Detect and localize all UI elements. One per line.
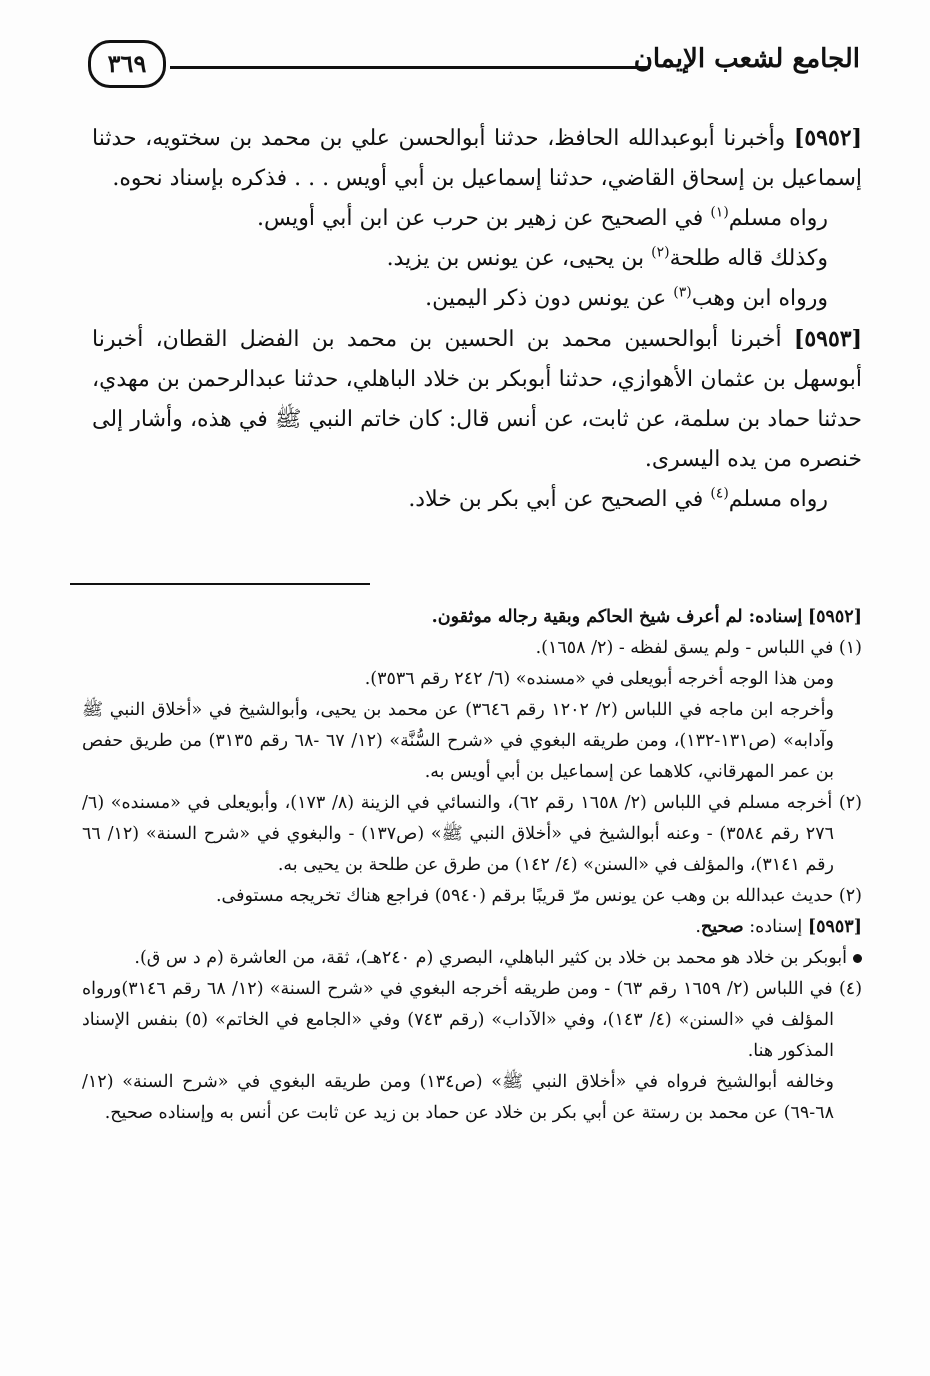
footnotes <box>82 602 862 1129</box>
main-text <box>92 118 862 520</box>
running-header <box>88 40 860 96</box>
note-label: [٥٩٥٢] <box>807 607 862 627</box>
footnote-ref: (٢) <box>651 244 670 261</box>
narrator-note <box>82 943 862 974</box>
narration-text: رواه مسلم <box>728 487 828 512</box>
footnote-ref: (٤) <box>710 485 729 502</box>
narration-text: عن يونس دون ذكر اليمين. <box>425 286 667 311</box>
narration-line <box>92 239 862 279</box>
footnote-1: (١) في اللباس - ولم يسق لفظه - (٢/ ١٦٥٨). <box>535 638 862 658</box>
hadith-number: [٥٩٥٣] <box>793 326 862 352</box>
hadith-5953 <box>92 319 862 480</box>
footnote-1-continued: وأخرجه ابن ماجه في اللباس (٢/ ١٢٠٢ رقم ٣٦٤٦) عن محمد بن يحيى، وأبوالشيخ في «أخلاق النبي ﷺ وآدابه» (ص١٣١-١٣٢)، ومن طريقه البغوي في «شرح السُّنَّة» (١٢/ ٦٧ -٦٨ رقم ٣١٣٥) من طريق حفص بن عمر المهرقاني، كلاهما عن إسماعيل بن أبي أويس به. <box>82 700 834 782</box>
footnote-divider <box>70 583 370 585</box>
narration-text: وكذلك قاله طلحة <box>669 246 828 271</box>
note-5952 <box>82 602 862 633</box>
note-5953 <box>82 912 862 943</box>
footnote-3: (٢) حديث عبدالله بن وهب عن يونس مرّ قريبًا برقم (٥٩٤٠) فراجع هناك تخريجه مستوفى. <box>215 886 862 906</box>
narrator-text: أبوبكر بن خلاد هو محمد بن خلاد بن كثير الباهلي، البصري (م ٢٤٠هـ)، ثقة، من العاشرة (م د س ق). <box>134 948 847 968</box>
grade-label: صحيح <box>700 917 744 937</box>
book-title: الجامع لشعب الإيمان <box>633 44 860 74</box>
footnote-4: (٤) في اللباس (٢/ ١٦٥٩ رقم ٦٣) - ومن طريقه أخرجه البغوي في «شرح السنة» (١٢/ ٦٨ رقم ٣١٤٦)ورواه المؤلف في «السنن» (٤/ ١٤٣)، وفي «الآداب» (رقم ٧٤٣) وفي «الجامع في الخاتم» (٥) بنفس الإسناد المذكور هنا. <box>82 979 863 1061</box>
note-text: إسناده: <box>749 917 803 937</box>
footnote-ref: (٣) <box>673 284 692 301</box>
footnote-1-continued: ومن هذا الوجه أخرجه أبويعلى في «مسنده» (٦/ ٢٤٢ رقم ٣٥٣٦). <box>364 669 834 689</box>
footnote-2: (٢) أخرجه مسلم في اللباس (٢/ ١٦٥٨ رقم ٦٢)، والنسائي في الزينة (٨/ ١٧٣)، وأبويعلى في «مسنده» (٦/ ٢٧٦ رقم ٣٥٨٤) - وعنه أبوالشيخ في «أخلاق النبي ﷺ» (ص١٣٧) - والبغوي في «شرح السنة» (١٢/ ٦٦ رقم ٣١٤١)، والمؤلف في «السنن» (٤/ ١٤٢) من طرق عن طلحة بن يحيى به. <box>82 793 862 875</box>
narration-line <box>92 199 862 239</box>
narration-text: رواه مسلم <box>728 206 828 231</box>
bullet-icon <box>853 954 862 963</box>
narration-text: بن يحيى، عن يونس بن يزيد. <box>386 246 645 271</box>
hadith-text: وأخبرنا أبوعبدالله الحافظ، حدثنا أبوالحسن علي بن محمد بن سختويه، حدثنا إسماعيل بن إسحاق القاضي، حدثنا إسماعيل بن أبي أويس . . . فذكره بإسناد نحوه. <box>92 126 862 191</box>
hadith-number: [٥٩٥٢] <box>793 125 862 151</box>
hadith-5952 <box>92 118 862 199</box>
narration-text: في الصحيح عن زهير بن حرب عن ابن أبي أويس. <box>257 206 704 231</box>
narration-text: في الصحيح عن أبي بكر بن خلاد. <box>408 487 704 512</box>
narration-line <box>92 279 862 319</box>
page-number: ٣٦٩ <box>88 40 166 88</box>
hadith-text: أخبرنا أبوالحسين محمد بن الحسين بن محمد بن الفضل القطان، أخبرنا أبوسهل بن عثمان الأهوازي، حدثنا أبوبكر بن خلاد الباهلي، حدثنا عبدالرحمن بن مهدي، حدثنا حماد بن سلمة، عن ثابت، عن أنس قال: كان خاتم النبي ﷺ في هذه، وأشار إلى خنصره من يده اليسرى. <box>92 327 862 472</box>
note-label: [٥٩٥٣] <box>807 917 862 937</box>
header-rule <box>170 66 650 69</box>
note-text: إسناده: لم أعرف شيخ الحاكم وبقية رجاله موثقون. <box>431 607 803 627</box>
narration-text: ورواه ابن وهب <box>691 286 828 311</box>
footnote-ref: (١) <box>710 204 729 221</box>
footnote-4-continued: وخالفه أبوالشيخ فرواه في «أخلاق النبي ﷺ» (ص١٣٤) ومن طريقه البغوي في «شرح السنة» (١٢/ ٦٨-٦٩) عن محمد بن رستة عن أبي بكر بن خلاد عن حماد بن زيد عن ثابت عن أنس به وإسناده صحيح. <box>82 1072 834 1123</box>
narration-line <box>92 480 862 520</box>
note-end: . <box>695 917 701 937</box>
